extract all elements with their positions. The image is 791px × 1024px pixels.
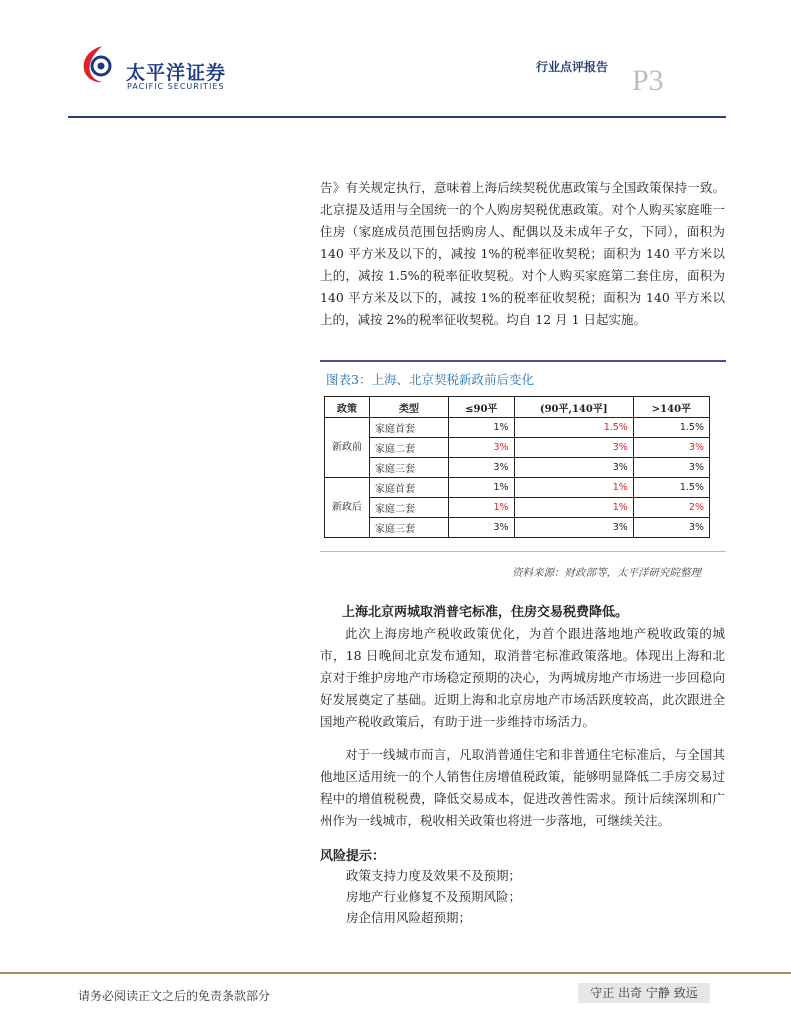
value-cell: 3% bbox=[514, 438, 633, 458]
footer-divider bbox=[0, 972, 791, 974]
type-cell: 家庭首套 bbox=[370, 478, 449, 498]
value-cell: 3% bbox=[633, 458, 709, 478]
header-policy: 政策 bbox=[325, 397, 370, 418]
value-cell: 1% bbox=[514, 478, 633, 498]
body-paragraph-2: 此次上海房地产税收政策优化，为首个跟进落地地产税收政策的城市，18 日晚间北京发布通知，取消普宅标准政策落地。体现出上海和北京对于维护房地产市场稳定预期的决心，为两城房地产市场进一步回稳向好发展奠定了基础。近期上海和北京房地产市场活跃度较高，此次跟进全国地产税收政策后，有助于进一步维持市场活力。 bbox=[320, 626, 725, 729]
header-under-90: ≤90平 bbox=[449, 397, 515, 418]
value-cell: 1.5% bbox=[633, 418, 709, 438]
header-divider bbox=[68, 116, 726, 118]
footer-motto: 守正 出奇 宁静 致远 bbox=[578, 983, 710, 1003]
table-row bbox=[325, 478, 710, 498]
brand-name-en: PACIFIC SECURITIES bbox=[127, 82, 225, 91]
value-cell: 1% bbox=[449, 418, 515, 438]
policy-cell-before: 新政前 bbox=[325, 418, 370, 478]
type-cell: 家庭二套 bbox=[370, 498, 449, 518]
table-row bbox=[325, 438, 710, 458]
value-cell: 3% bbox=[633, 438, 709, 458]
risk-title: 风险提示： bbox=[320, 849, 386, 864]
value-cell: 1% bbox=[449, 498, 515, 518]
body-paragraph-3: 对于一线城市而言，凡取消普通住宅和非普通住宅标准后，与全国其他地区适用统一的个人销售住房增值税政策，能够明显降低二手房交易过程中的增值税税费，降低交易成本，促进改善性需求。预计后续深圳和广州作为一线城市，税收相关政策也将进一步落地，可继续关注。 bbox=[320, 747, 725, 828]
figure-title: 图表3：上海、北京契税新政前后变化 bbox=[326, 372, 534, 387]
policy-cell-after: 新政后 bbox=[325, 478, 370, 538]
brand-name-cn: 太平洋证券 bbox=[126, 62, 227, 84]
value-cell: 3% bbox=[633, 518, 709, 538]
table-row bbox=[325, 458, 710, 478]
type-cell: 家庭二套 bbox=[370, 438, 449, 458]
type-cell: 家庭三套 bbox=[370, 458, 449, 478]
header-90-140: (90平,140平] bbox=[514, 397, 633, 418]
header-over-140: >140平 bbox=[633, 397, 709, 418]
figure-bottom-rule bbox=[320, 551, 726, 552]
value-cell: 3% bbox=[514, 518, 633, 538]
table-row bbox=[325, 418, 710, 438]
footer-disclaimer: 请务必阅读正文之后的免责条款部分 bbox=[78, 989, 271, 1003]
page-number: P3 bbox=[632, 64, 664, 97]
deed-tax-table bbox=[324, 396, 710, 538]
value-cell: 3% bbox=[514, 458, 633, 478]
value-cell: 3% bbox=[449, 518, 515, 538]
table-row bbox=[325, 518, 710, 538]
report-type-label: 行业点评报告 bbox=[536, 60, 609, 74]
pacific-securities-logo-icon bbox=[80, 44, 116, 84]
table-header-row bbox=[325, 397, 710, 418]
header-type: 类型 bbox=[370, 397, 449, 418]
type-cell: 家庭三套 bbox=[370, 518, 449, 538]
risk-item: 房企信用风险超预期； bbox=[346, 910, 472, 925]
section-title: 上海北京两城取消普宅标准，住房交易税费降低。 bbox=[342, 605, 629, 620]
figure-source: 资料来源：财政部等，太平洋研究院整理 bbox=[512, 567, 701, 579]
risk-item: 房地产行业修复不及预期风险； bbox=[346, 889, 522, 904]
value-cell: 1% bbox=[514, 498, 633, 518]
table-row bbox=[325, 498, 710, 518]
type-cell: 家庭首套 bbox=[370, 418, 449, 438]
value-cell: 3% bbox=[449, 438, 515, 458]
body-paragraph-1: 告》有关规定执行，意味着上海后续契税优惠政策与全国政策保持一致。北京提及适用与全国统一的个人购房契税优惠政策。对个人购买家庭唯一住房（家庭成员范围包括购房人、配偶以及未成年子女，下同），面积为 140 平方米及以下的，减按 1%的税率征收契税；面积为 140 平方米以上的，减按 1.5%的税率征收契税。对个人购买家庭第二套住房，面积为 140 平方米及以下的，减按 1%的税率征收契税；面积为 140 平方米以上的，减按 2%的税率征收契税。均自 12 月 1 日起实施。 bbox=[320, 180, 725, 327]
value-cell: 1.5% bbox=[633, 478, 709, 498]
value-cell: 2% bbox=[633, 498, 709, 518]
value-cell: 3% bbox=[449, 458, 515, 478]
value-cell: 1% bbox=[449, 478, 515, 498]
figure-top-rule bbox=[320, 360, 726, 362]
value-cell: 1.5% bbox=[514, 418, 633, 438]
risk-item: 政策支持力度及效果不及预期； bbox=[346, 868, 522, 883]
